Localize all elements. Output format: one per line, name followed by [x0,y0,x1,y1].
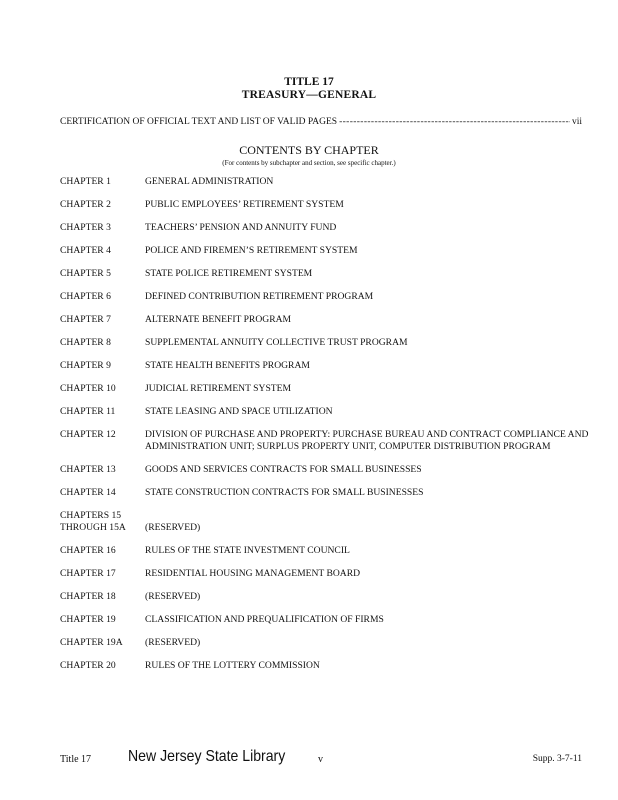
chapter-title: SUPPLEMENTAL ANNUITY COLLECTIVE TRUST PROGRAM [145,337,408,348]
chapter-number: CHAPTER 14 [60,487,116,498]
contents-heading: CONTENTS BY CHAPTER [239,143,379,157]
chapter-row [60,591,600,603]
chapter-number: CHAPTER 20 [60,660,116,671]
chapter-title: ALTERNATE BENEFIT PROGRAM [145,314,292,325]
chapter-title: CLASSIFICATION AND PREQUALIFICATION OF FIRMS [145,614,384,625]
chapter-row [60,568,600,580]
chapter-row [60,176,600,188]
chapter-title: (RESERVED) [145,637,201,648]
chapter-title: GENERAL ADMINISTRATION [145,176,274,187]
chapter-number: CHAPTER 1 [60,176,111,187]
library-stamp: New Jersey State Library [128,748,286,765]
chapter-title: RESIDENTIAL HOUSING MANAGEMENT BOARD [145,568,361,579]
chapter-number: CHAPTER 5 [60,268,111,279]
chapter-row [60,429,600,453]
chapter-row [60,245,600,257]
chapter-title: DIVISION OF PURCHASE AND PROPERTY: PURCHASE BUREAU AND CONTRACT COMPLIANCE AND ADMINISTRATION UNIT; SURPLUS PROPERTY UNIT, COMPUTER DISTRIBUTION PROGRAM [145,429,589,452]
chapter-title: GOODS AND SERVICES CONTRACTS FOR SMALL BUSINESSES [145,464,422,475]
chapter-row [60,291,600,303]
chapter-number: CHAPTERS 15 THROUGH 15A [60,510,126,533]
chapter-row [60,199,600,211]
chapter-number: CHAPTER 6 [60,291,111,302]
chapter-title: STATE CONSTRUCTION CONTRACTS FOR SMALL BUSINESSES [145,487,424,498]
chapter-title: STATE LEASING AND SPACE UTILIZATION [145,406,333,417]
chapter-number: CHAPTER 19 [60,614,116,625]
chapter-title: STATE POLICE RETIREMENT SYSTEM [145,268,313,279]
chapter-number: CHAPTER 19A [60,637,123,648]
certification-page: vii [571,117,582,127]
chapter-number: CHAPTER 7 [60,314,111,325]
chapter-title: (RESERVED) [145,591,201,602]
chapter-row [60,383,600,395]
chapter-row [60,314,600,326]
chapter-title: RULES OF THE STATE INVESTMENT COUNCIL [145,545,350,556]
chapter-title: (RESERVED) [145,522,201,533]
chapter-number: CHAPTER 13 [60,464,116,475]
chapter-title: RULES OF THE LOTTERY COMMISSION [145,660,320,671]
chapter-row [60,222,600,234]
chapter-row [60,510,600,534]
certification-text: CERTIFICATION OF OFFICIAL TEXT AND LIST OF VALID PAGES [60,117,338,127]
contents-note: (For contents by subchapter and section, see specific chapter.) [222,159,396,167]
chapter-number: CHAPTER 8 [60,337,111,348]
page-footer [0,748,618,772]
title-subject: TREASURY—GENERAL [241,89,377,101]
chapter-number: CHAPTER 2 [60,199,111,210]
chapter-row [60,660,600,672]
chapter-number: CHAPTER 4 [60,245,111,256]
chapter-number: CHAPTER 18 [60,591,116,602]
chapter-title: POLICE AND FIREMEN’S RETIREMENT SYSTEM [145,245,358,256]
chapter-row [60,268,600,280]
footer-title: Title 17 [60,754,92,765]
chapter-number: CHAPTER 9 [60,360,111,371]
chapter-number: CHAPTER 3 [60,222,111,233]
chapter-number: CHAPTER 11 [60,406,116,417]
chapter-title: DEFINED CONTRIBUTION RETIREMENT PROGRAM [145,291,374,302]
title-heading: TITLE 17 [284,76,334,88]
chapter-row [60,487,600,499]
chapter-title: JUDICIAL RETIREMENT SYSTEM [145,383,292,394]
chapter-row [60,337,600,349]
chapter-title: PUBLIC EMPLOYEES’ RETIREMENT SYSTEM [145,199,344,210]
chapter-number: CHAPTER 17 [60,568,116,579]
leader-dots [339,117,570,127]
chapter-title: STATE HEALTH BENEFITS PROGRAM [145,360,310,371]
chapter-row [60,637,600,649]
chapter-list [60,176,600,683]
chapter-row [60,614,600,626]
page-number: v [318,754,323,765]
chapter-row [60,360,600,372]
chapter-title: TEACHERS’ PENSION AND ANNUITY FUND [145,222,337,233]
supplement-date: Supp. 3-7-11 [532,754,582,764]
chapter-row [60,406,600,418]
chapter-number: CHAPTER 16 [60,545,116,556]
chapter-number: CHAPTER 10 [60,383,116,394]
certification-line [60,117,582,127]
chapter-row [60,545,600,557]
chapter-number: CHAPTER 12 [60,429,116,440]
chapter-row [60,464,600,476]
